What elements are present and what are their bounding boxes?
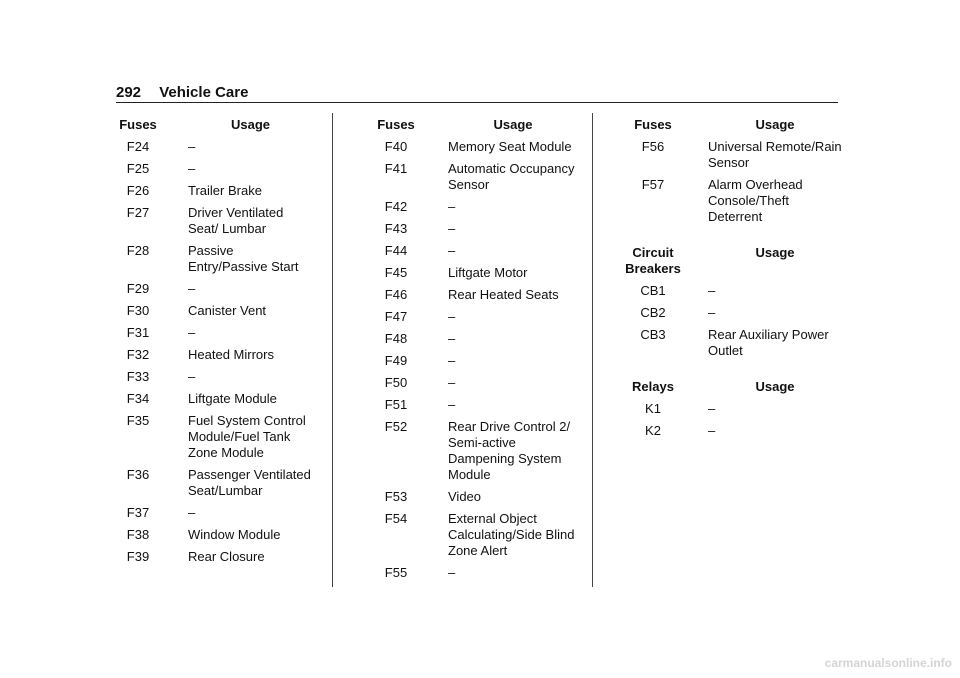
table-row (118, 549, 313, 565)
watermark: carmanualsonline.info (824, 656, 952, 670)
fuse-usage: – (188, 281, 196, 296)
fuse-usage: Video (448, 489, 482, 504)
header-usage: Usage (755, 245, 795, 260)
fuse-id: F41 (384, 161, 408, 176)
fuse-usage: Liftgate Motor (448, 265, 528, 280)
fuse-usage: – (708, 401, 716, 416)
fuse-id: F24 (126, 139, 150, 154)
fuse-usage: – (188, 161, 196, 176)
fuse-usage: Rear Heated Seats (448, 287, 559, 302)
fuse-usage: – (448, 353, 456, 368)
table-row (374, 199, 578, 215)
fuse-id: CB3 (640, 327, 666, 342)
table-row (374, 161, 578, 193)
fuse-id: F54 (384, 511, 408, 526)
header-key: Fuses (377, 117, 415, 132)
fuse-usage: – (448, 199, 456, 214)
fuse-id: F55 (384, 565, 408, 580)
fuse-usage: Canister Vent (188, 303, 267, 318)
table-row (118, 413, 313, 461)
fuse-usage: Trailer Brake (188, 183, 262, 198)
fuse-id: F36 (126, 467, 150, 482)
table-row (118, 243, 313, 275)
fuse-id: CB1 (640, 283, 666, 298)
fuse-usage: – (188, 139, 196, 154)
table-row (374, 309, 578, 325)
fuse-usage: Rear Drive Control 2/ Semi-active Dampening System Module (448, 419, 571, 482)
table-gap (610, 231, 842, 245)
fuse-usage: Passenger Ventilated Seat/Lumbar (188, 467, 311, 498)
table-row (374, 139, 578, 155)
column-3 (610, 117, 842, 445)
table-row (374, 221, 578, 237)
fuse-usage: Alarm Overhead Console/Theft Deterrent (708, 177, 803, 224)
fuse-id: F48 (384, 331, 408, 346)
fuse-id: F56 (641, 139, 665, 154)
table-row (610, 283, 842, 299)
fuse-id: F57 (641, 177, 665, 192)
table-row (118, 161, 313, 177)
fuse-id: F30 (126, 303, 150, 318)
table-row (118, 505, 313, 521)
fuse-id: F34 (126, 391, 150, 406)
fuse-id: F29 (126, 281, 150, 296)
header-key: Fuses (634, 117, 672, 132)
table-row (374, 331, 578, 347)
fuse-id: F31 (126, 325, 150, 340)
fuse-id: F28 (126, 243, 150, 258)
fuse-usage: – (188, 325, 196, 340)
table-row (118, 347, 313, 363)
fuse-id: F25 (126, 161, 150, 176)
fuse-usage: – (448, 397, 456, 412)
table-row (374, 375, 578, 391)
header-usage: Usage (230, 117, 271, 132)
table-row (118, 281, 313, 297)
column-2 (374, 117, 578, 587)
fuse-id: F52 (384, 419, 408, 434)
fuse-usage: Rear Closure (188, 549, 265, 564)
fuse-usage: Fuel System Control Module/Fuel Tank Zone Module (188, 413, 306, 460)
fuse-usage: Driver Ventilated Seat/ Lumbar (188, 205, 284, 236)
fuse-usage: Passive Entry/Passive Start (188, 243, 299, 274)
fuse-id: K2 (645, 423, 661, 438)
table-row (374, 353, 578, 369)
table-row (610, 327, 842, 359)
header-key: Circuit Breakers (625, 245, 681, 276)
table-row (610, 423, 842, 439)
fuse-id: F32 (126, 347, 150, 362)
fuse-id: F46 (384, 287, 408, 302)
header-usage: Usage (493, 117, 533, 132)
fuse-id: F37 (126, 505, 150, 520)
header-usage: Usage (755, 117, 795, 132)
fuse-usage: – (448, 243, 456, 258)
fuse-usage: – (448, 565, 456, 580)
table-row (374, 287, 578, 303)
column-divider (332, 113, 333, 587)
table-gap (610, 365, 842, 379)
fuse-usage: Automatic Occupancy Sensor (448, 161, 575, 192)
header-key: Fuses (119, 117, 157, 132)
table-row (118, 467, 313, 499)
fuse-id: F53 (384, 489, 408, 504)
fuse-usage: – (448, 309, 456, 324)
table-row (374, 565, 578, 581)
table-header (610, 245, 842, 277)
fuse-id: F47 (384, 309, 408, 324)
table-row (610, 177, 842, 225)
table-row (610, 401, 842, 417)
header-key: Relays (632, 379, 674, 394)
page-number: 292 (116, 84, 142, 101)
table-row (374, 397, 578, 413)
fuse-usage: – (448, 331, 456, 346)
table-row (118, 391, 313, 407)
fuse-usage: – (448, 221, 456, 236)
fuse-id: CB2 (640, 305, 666, 320)
page-header (116, 84, 248, 101)
fuse-id: F26 (126, 183, 150, 198)
fuse-usage: – (708, 283, 716, 298)
fuse-id: F40 (384, 139, 408, 154)
header-usage: Usage (755, 379, 795, 394)
table-row (118, 183, 313, 199)
table-row (374, 511, 578, 559)
section-title: Vehicle Care (159, 84, 249, 101)
fuse-id: F44 (384, 243, 408, 258)
table-row (118, 369, 313, 385)
table-header (610, 379, 842, 395)
table-row (374, 489, 578, 505)
fuse-id: F50 (384, 375, 408, 390)
table-row (374, 243, 578, 259)
table-row (118, 303, 313, 319)
fuse-id: F33 (126, 369, 150, 384)
fuse-usage: Liftgate Module (188, 391, 277, 406)
column-1 (118, 117, 313, 571)
fuse-id: K1 (645, 401, 661, 416)
table-row (118, 139, 313, 155)
table-row (374, 419, 578, 483)
fuse-id: F42 (384, 199, 408, 214)
fuse-usage: Universal Remote/Rain Sensor (708, 139, 842, 170)
fuse-id: F49 (384, 353, 408, 368)
table-row (118, 325, 313, 341)
fuse-id: F35 (126, 413, 150, 428)
fuse-usage: – (188, 505, 196, 520)
table-row (374, 265, 578, 281)
fuse-usage: Rear Auxiliary Power Outlet (708, 327, 829, 358)
fuse-usage: – (708, 423, 716, 438)
fuse-id: F38 (126, 527, 150, 542)
fuse-id: F39 (126, 549, 150, 564)
table-row (610, 139, 842, 171)
fuse-usage: Heated Mirrors (188, 347, 274, 362)
fuse-id: F45 (384, 265, 408, 280)
fuse-id: F51 (384, 397, 408, 412)
fuse-id: F27 (126, 205, 150, 220)
fuse-usage: External Object Calculating/Side Blind Zone Alert (448, 511, 575, 558)
table-header (374, 117, 578, 133)
fuse-usage: Memory Seat Module (448, 139, 572, 154)
fuse-usage: Window Module (188, 527, 281, 542)
header-rule (116, 102, 838, 103)
table-row (610, 305, 842, 321)
table-row (118, 205, 313, 237)
fuse-usage: – (708, 305, 716, 320)
table-header (610, 117, 842, 133)
column-divider (592, 113, 593, 587)
table-header (118, 117, 313, 133)
fuse-usage: – (448, 375, 456, 390)
fuse-id: F43 (384, 221, 408, 236)
table-row (118, 527, 313, 543)
fuse-usage: – (188, 369, 196, 384)
